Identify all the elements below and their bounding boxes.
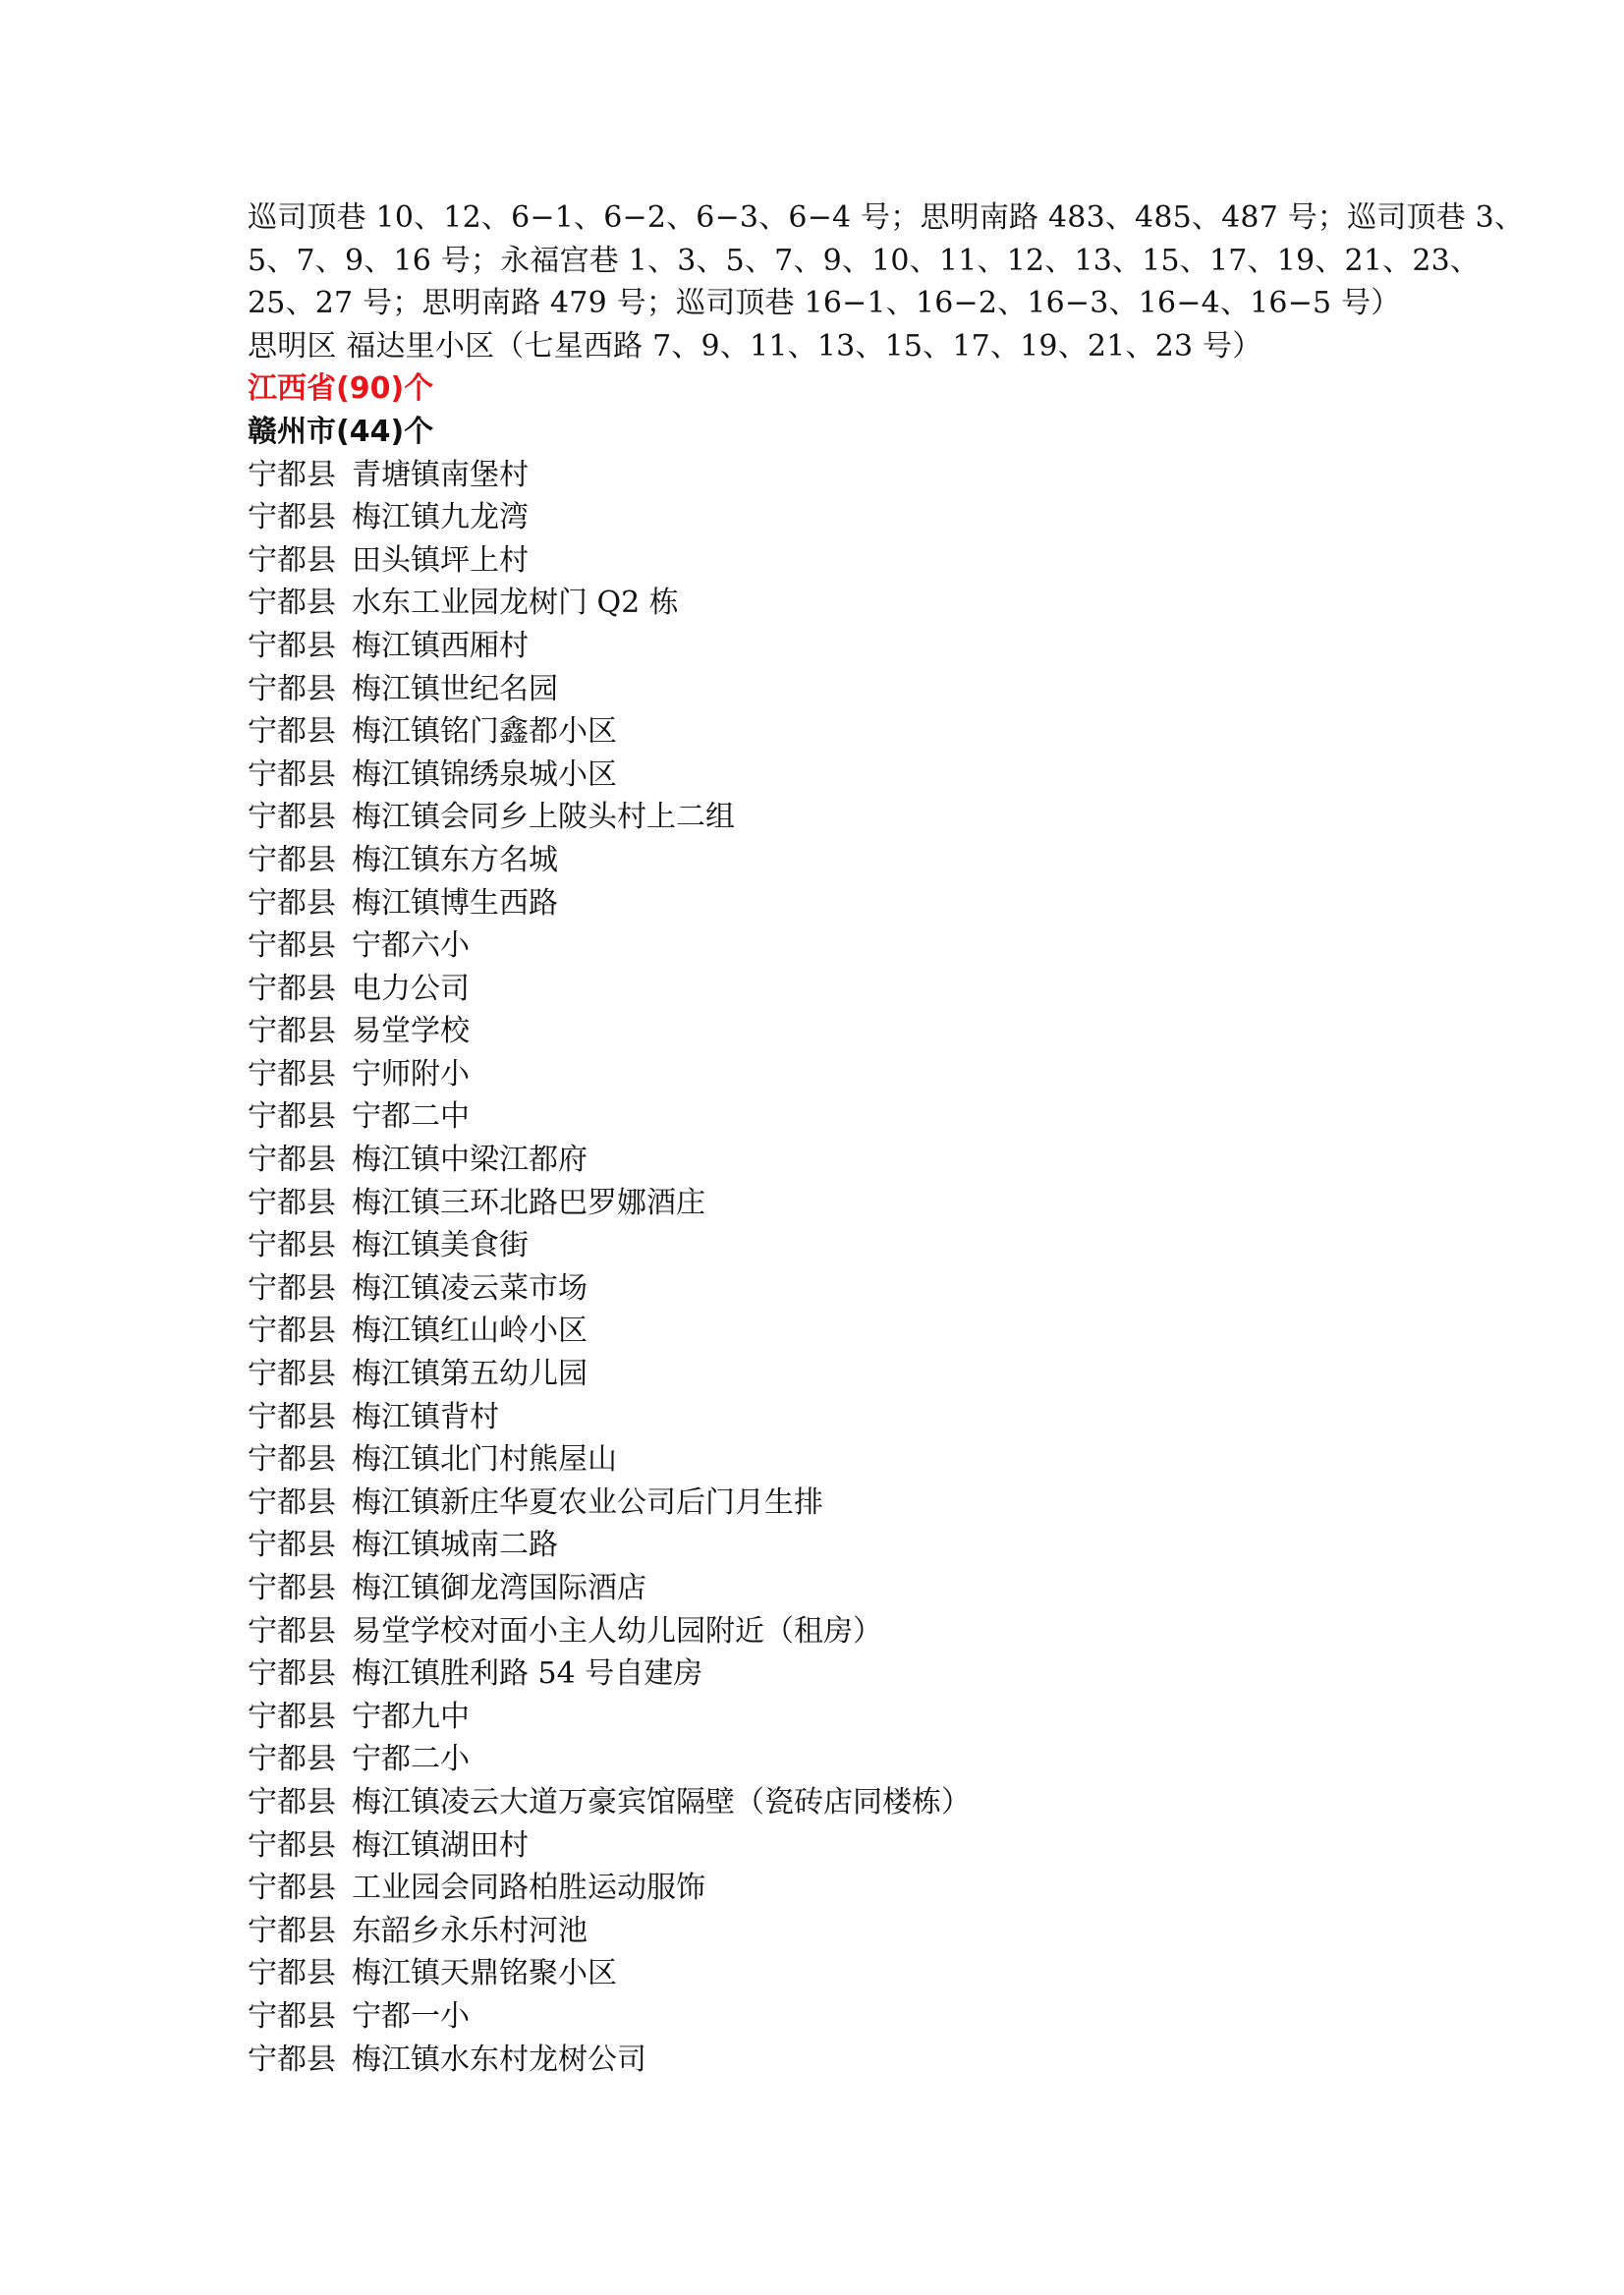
place-name: 梅江镇湖田村 [352,1827,529,1863]
list-item [248,1139,1407,1182]
list-item [248,1482,1407,1525]
place-name: 梅江镇东方名城 [352,842,558,877]
place-name: 梅江镇博生西路 [352,885,558,921]
county-name: 宁都县 [248,1399,336,1434]
place-name: 梅江镇背村 [352,1399,499,1434]
county-name: 宁都县 [248,1484,336,1520]
county-name: 宁都县 [248,756,336,792]
county-name: 宁都县 [248,628,336,663]
document-page [248,196,1525,2081]
list-item [248,1910,1407,1953]
place-name: 梅江镇胜利路 54 号自建房 [352,1656,703,1692]
place-name: 梅江镇九龙湾 [352,500,529,535]
place-name: 梅江镇西厢村 [352,628,529,663]
list-item [248,454,1407,497]
place-name: 梅江镇水东村龙树公司 [352,2042,646,2077]
list-item [248,1353,1407,1396]
county-name: 宁都县 [248,2042,336,2077]
place-name: 梅江镇御龙湾国际酒店 [352,1571,646,1605]
intro-line: 5、7、9、16 号；永福宫巷 1、3、5、7、9、10、11、12、13、15、17、19、21、23、 [248,243,1481,278]
county-name: 宁都县 [248,1571,336,1605]
list-item [248,924,1407,968]
list-item [248,839,1407,882]
county-name: 宁都县 [248,928,336,964]
list-item [248,710,1407,754]
place-name: 梅江镇世纪名园 [352,671,558,706]
county-name: 宁都县 [248,1314,336,1349]
list-item [248,882,1407,925]
list-item [248,1610,1407,1653]
county-name: 宁都县 [248,1956,336,1991]
county-name: 宁都县 [248,1528,336,1563]
list-item [248,1696,1407,1739]
list-item [248,1567,1407,1610]
county-name: 宁都县 [248,1056,336,1092]
county-name: 宁都县 [248,1913,336,1948]
county-name: 宁都县 [248,1998,336,2034]
list-item [248,968,1407,1011]
place-name: 青塘镇南堡村 [352,457,529,492]
list-item [248,1396,1407,1439]
place-name: 梅江镇红山岭小区 [352,1314,588,1349]
list-item [248,1652,1407,1696]
place-name: 东韶乡永乐村河池 [352,1913,588,1948]
list-item [248,1095,1407,1139]
place-name: 电力公司 [352,971,470,1006]
county-name: 宁都县 [248,457,336,492]
intro-paragraph [248,196,1525,367]
city-heading: 赣州市(44)个 [248,414,434,449]
county-name: 宁都县 [248,1784,336,1819]
county-name: 宁都县 [248,885,336,921]
county-name: 宁都县 [248,1099,336,1135]
place-name: 梅江镇美食街 [352,1228,529,1263]
list-item [248,496,1407,539]
place-name: 梅江镇北门村熊屋山 [352,1442,617,1478]
place-name: 梅江镇凌云大道万豪宾馆隔壁（瓷砖店同楼栋） [352,1784,971,1819]
county-name: 宁都县 [248,500,336,535]
place-name: 梅江镇锦绣泉城小区 [352,756,617,792]
place-name: 宁都一小 [352,1998,470,2034]
county-name: 宁都县 [248,1357,336,1392]
county-name: 宁都县 [248,1442,336,1478]
intro-line: 巡司顶巷 10、12、6−1、6−2、6−3、6−4 号；思明南路 483、485、487 号；巡司顶巷 3、 [248,200,1525,235]
list-item [248,1738,1407,1781]
county-name: 宁都县 [248,671,336,706]
intro-line: 25、27 号；思明南路 479 号；巡司顶巷 16−1、16−2、16−3、16−4、16−5 号） [248,286,1401,321]
place-name: 梅江镇第五幼儿园 [352,1357,588,1392]
county-name: 宁都县 [248,586,336,621]
list-item [248,1824,1407,1868]
county-name: 宁都县 [248,1185,336,1220]
county-name: 宁都县 [248,1699,336,1734]
place-name: 梅江镇铭门鑫都小区 [352,714,617,750]
province-heading: 江西省(90)个 [248,371,434,407]
place-name: 易堂学校对面小主人幼儿园附近（租房） [352,1613,882,1649]
place-name: 梅江镇会同乡上陂头村上二组 [352,800,735,835]
list-item [248,1310,1407,1353]
list-item [248,539,1407,583]
county-name: 宁都县 [248,842,336,877]
place-name: 梅江镇天鼎铭聚小区 [352,1956,617,1991]
county-name: 宁都县 [248,542,336,578]
county-name: 宁都县 [248,1228,336,1263]
place-name: 宁都二中 [352,1099,470,1135]
place-name: 工业园会同路柏胜运动服饰 [352,1871,705,1906]
county-name: 宁都县 [248,800,336,835]
place-name: 梅江镇凌云菜市场 [352,1270,588,1306]
place-name: 梅江镇新庄华夏农业公司后门月生排 [352,1484,823,1520]
county-name: 宁都县 [248,1143,336,1178]
list-item [248,1952,1407,1995]
list-item [248,1438,1407,1482]
list-item [248,1781,1407,1824]
list-item [248,668,1407,711]
county-name: 宁都县 [248,714,336,750]
list-item [248,582,1407,625]
list-item [248,796,1407,839]
place-name: 宁师附小 [352,1056,470,1092]
intro-line: 思明区 福达里小区（七星西路 7、9、11、13、15、17、19、21、23 号） [248,328,1262,364]
place-name: 田头镇坪上村 [352,542,529,578]
list-item [248,1053,1407,1096]
place-name: 宁都六小 [352,928,470,964]
list-item [248,2039,1407,2082]
county-name: 宁都县 [248,1270,336,1306]
county-name: 宁都县 [248,1656,336,1692]
county-name: 宁都县 [248,1742,336,1777]
list-item [248,1524,1407,1567]
entry-list [248,454,1407,2082]
place-name: 梅江镇三环北路巴罗娜酒庄 [352,1185,705,1220]
list-item [248,1182,1407,1225]
list-item [248,1010,1407,1053]
place-name: 梅江镇中梁江都府 [352,1143,588,1178]
place-name: 易堂学校 [352,1014,470,1049]
list-item [248,1867,1407,1910]
place-name: 梅江镇城南二路 [352,1528,558,1563]
county-name: 宁都县 [248,1871,336,1906]
list-item [248,754,1407,797]
county-name: 宁都县 [248,971,336,1006]
list-item [248,625,1407,668]
county-name: 宁都县 [248,1827,336,1863]
list-item [248,1224,1407,1267]
place-name: 宁都二小 [352,1742,470,1777]
list-item [248,1267,1407,1311]
place-name: 水东工业园龙树门 Q2 栋 [352,586,679,621]
place-name: 宁都九中 [352,1699,470,1734]
county-name: 宁都县 [248,1613,336,1649]
list-item [248,1995,1407,2039]
county-name: 宁都县 [248,1014,336,1049]
